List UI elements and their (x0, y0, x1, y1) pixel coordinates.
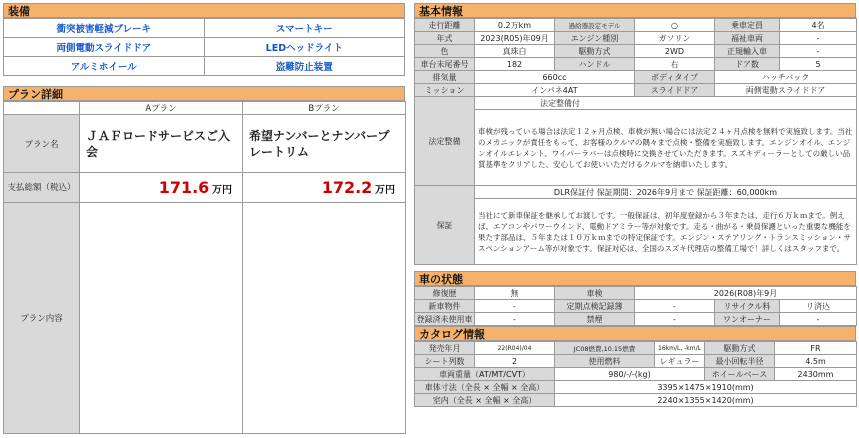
feature-item: スマートキー (204, 19, 405, 38)
condition-label: リサイクル料 (715, 300, 780, 313)
basic-value: 右 (635, 58, 715, 71)
catalog-header: カタログ情報 (414, 326, 856, 341)
basic-value: ガソリン (635, 32, 715, 45)
basic-label: 色 (415, 45, 475, 58)
condition-label: 禁煙 (555, 313, 635, 326)
catalog-label: 発売年月 (415, 342, 475, 355)
maintenance-head: 法定整備付 (475, 97, 857, 110)
warranty-head: DLR保証付 保証期間：2026年9月まで 保証距離：60,000km (475, 186, 857, 199)
basic-label: 福祉車両 (715, 32, 780, 45)
catalog-value: 4.5m (775, 355, 857, 368)
basic-value: - (780, 32, 857, 45)
maintenance-label: 法定整備 (415, 97, 475, 186)
plan-corner (4, 102, 80, 115)
basic-value: 2023(R05)年09月 (475, 32, 555, 45)
price-unit: 万円 (212, 185, 232, 196)
warranty-text: 当社にて新車保証を継承してお渡しです。一般保証は、初年度登録から３年または、走行６万ｋｍまで。例えば、エアコンやパワーウインド、電動ドアミラー等が対象です。走る・曲がる・乗員保護といった重要な機能を果たす部品は、５年または１０万ｋｍまでの特定保証です。エンジン・ステアリング・トランスミッション・サスペンションアーム等が対象です。保証対応は、全国のスズキ代理店の整備工場で！詳しくはスタッフまで。 (475, 199, 857, 265)
catalog-value: 980/-/-(kg) (555, 368, 705, 381)
basic-value: 5 (780, 58, 857, 71)
catalog-label: 使用燃料 (555, 355, 655, 368)
condition-value: リ済込 (780, 300, 857, 313)
catalog-label: JC08燃費,10.15燃費 (555, 342, 655, 355)
basic-label: スライドドア (635, 84, 715, 97)
plan-a-name: ＪＡＦロードサービスご入会 (80, 115, 243, 173)
condition-label: 新車物件 (415, 300, 475, 313)
catalog-value: 16km/L, -km/L (655, 342, 705, 355)
feature-item: アルミホイール (4, 57, 205, 76)
catalog-value: 2430mm (775, 368, 857, 381)
plan-b-content (243, 203, 406, 434)
catalog-label: 最小回転半径 (705, 355, 775, 368)
plan-b-price: 172.2 (321, 178, 373, 197)
plan-b-name: 希望ナンバーとナンバープレートリム (243, 115, 406, 173)
feature-item: LEDヘッドライト (204, 38, 405, 57)
condition-value: 無 (475, 287, 555, 300)
basic-value: ○ (635, 19, 715, 32)
basic-label: 排気量 (415, 71, 475, 84)
condition-label: 修復歴 (415, 287, 475, 300)
plan-total-label: 支払総額（税込） (4, 173, 80, 203)
plan-b-price-cell (243, 173, 406, 203)
warranty-label: 保証 (415, 186, 475, 265)
basic-label: 過給器設定モデル (555, 19, 635, 32)
basic-info-header: 基本情報 (414, 3, 856, 18)
basic-label: 乗車定員 (715, 19, 780, 32)
plan-a-content (80, 203, 243, 434)
plan-table (3, 101, 406, 434)
catalog-value: 2240×1355×1420(mm) (555, 394, 857, 407)
catalog-label: シート列数 (415, 355, 475, 368)
plan-a-price: 171.6 (158, 178, 210, 197)
basic-label: 走行距離 (415, 19, 475, 32)
feature-item: 衝突被害軽減ブレーキ (4, 19, 205, 38)
catalog-value: 22(R04)/04 (475, 342, 555, 355)
plan-header: プラン詳細 (3, 86, 405, 101)
catalog-label: 駆動方式 (705, 342, 775, 355)
basic-label: 車台末尾番号 (415, 58, 475, 71)
maintenance-text: 車検が残っている場合は法定１２ヶ月点検、車検が無い場合には法定２４ヶ月点検を無料で実施致します。当社のメカニックが責任をもって、お客様のクルマの隅々まで点検・整備を実施致します。エンジンオイル、エンジンオイルエレメント、ワイパーラバーは点検時に交換させていただきます。スズキディーラーとしての厳しい品質基準をクリアした、安心してお使いいただけるクルマを納車いたします。 (475, 110, 857, 186)
condition-label: 定期点検記録簿 (555, 300, 635, 313)
condition-value: - (635, 313, 715, 326)
catalog-label: 室内（全長 × 全幅 × 全高） (415, 394, 555, 407)
equipment-section (3, 3, 405, 76)
condition-label: 登録済未使用車 (416, 314, 473, 324)
catalog-label: 車体寸法（全長 × 全幅 × 全高） (415, 381, 555, 394)
basic-value: 両側電動スライドドア (715, 84, 857, 97)
basic-label: ボディタイプ (635, 71, 715, 84)
basic-label: 駆動方式 (555, 45, 635, 58)
basic-value: インパネ4AT (475, 84, 635, 97)
plan-a-price-cell (80, 173, 243, 203)
basic-value: 真珠白 (475, 45, 555, 58)
basic-value: 182 (475, 58, 555, 71)
feature-item: 両側電動スライドドア (4, 38, 205, 57)
basic-label: ドア数 (715, 58, 780, 71)
catalog-value: 3395×1475×1910(mm) (555, 381, 857, 394)
right-column (414, 3, 856, 407)
basic-value: 4名 (780, 19, 857, 32)
basic-label: 年式 (415, 32, 475, 45)
equipment-header: 装備 (3, 3, 405, 18)
price-unit: 万円 (375, 185, 395, 196)
catalog-table (414, 341, 857, 407)
catalog-value: レギュラー (655, 355, 705, 368)
basic-info-table (414, 18, 857, 265)
basic-label: エンジン種別 (555, 32, 635, 45)
condition-label: ワンオーナー (715, 313, 780, 326)
plan-b-header: Bプラン (243, 102, 406, 115)
equipment-table (3, 18, 405, 76)
basic-value: - (780, 45, 857, 58)
condition-label: 車検 (555, 287, 635, 300)
basic-value: ハッチバック (715, 71, 857, 84)
plan-section (3, 86, 405, 435)
basic-label: ハンドル (555, 58, 635, 71)
condition-value: - (475, 300, 555, 313)
condition-table (414, 286, 857, 326)
plan-content-label: プラン内容 (4, 203, 80, 434)
catalog-value: FR (775, 342, 857, 355)
catalog-value: 2 (475, 355, 555, 368)
plan-name-label: プラン名 (4, 115, 80, 173)
catalog-label: ホイールベース (705, 368, 775, 381)
basic-value: 0.2万km (475, 19, 555, 32)
plan-a-header: Aプラン (80, 102, 243, 115)
condition-value: - (635, 300, 715, 313)
condition-value: - (475, 313, 555, 326)
basic-value: 2WD (635, 45, 715, 58)
basic-label: ミッション (415, 84, 475, 97)
feature-item: 盗難防止装置 (204, 57, 405, 76)
basic-value: 660cc (475, 71, 635, 84)
catalog-label: 車両重量（AT/MT/CVT） (415, 368, 555, 381)
condition-value: 2026(R08)年9月 (635, 287, 857, 300)
basic-label: 正規輸入車 (715, 45, 780, 58)
condition-header: 車の状態 (414, 271, 856, 286)
condition-value: - (780, 313, 857, 326)
